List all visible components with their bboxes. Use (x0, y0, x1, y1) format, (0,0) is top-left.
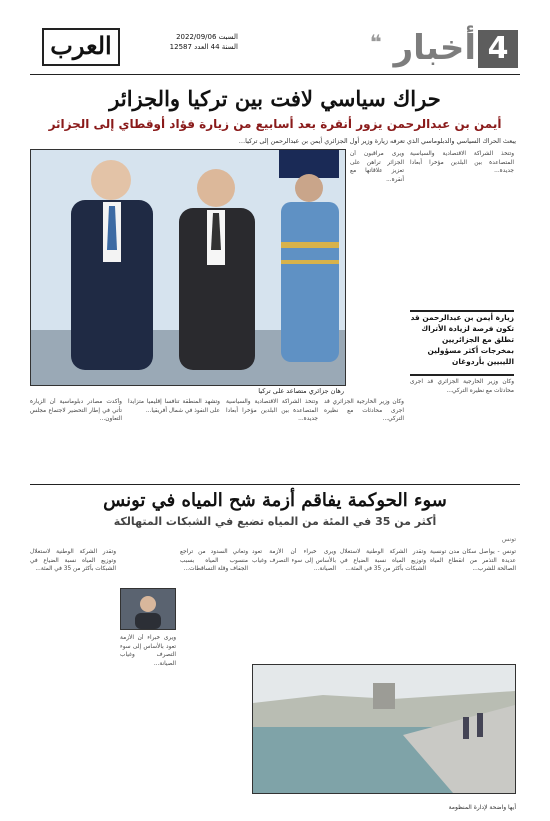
lead-column-3 (226, 398, 318, 480)
column-text: ويرى خبراء أن الأزمة تعود بالأساس إلى سوء التصرف وغياب الصيانة... (252, 549, 336, 573)
second-subheadline: أكثر من 35 في المئة من المياه تضيع في الشبكات المتهالكة (113, 515, 437, 528)
lead-column-1 (30, 398, 122, 480)
pull-quote: زيارة أيمن بن عبدالرحمن قد تكون فرصة لزيادة الأتراك تطلق مع الجزائريين بمخرجات أكثر مسؤولين الليبيين بأردوغان (410, 310, 514, 376)
column-text: ويرى مراقبون أن الجزائر تراهن على تعزيز علاقاتها مع أنقرة... (350, 151, 404, 183)
author-photo (120, 588, 176, 630)
column-text: ويرى خبراء أن الأزمة تعود بالأساس إلى سوء التصرف وغياب الصيانة... (120, 635, 176, 667)
second-column-2 (340, 548, 426, 660)
date-block (128, 32, 238, 52)
second-headline: سوء الحوكمة يفاقم أزمة شح المياه في تونس (103, 490, 447, 511)
dam-photo (252, 664, 516, 794)
column-text: وتقدر الشركة الوطنية لاستغلال وتوزيع المياه نسبة الضياع في الشبكات بأكثر من 35 في المئة... (340, 549, 426, 573)
lead-photo (30, 149, 346, 386)
column-text: وكان وزير الخارجية الجزائري قد اجرى محادثات مع نظيره التركي... (324, 399, 404, 423)
second-column-3 (252, 548, 336, 660)
lead-subheadline: أيمن بن عبدالرحمن يزور أنقرة بعد أسابيع من زيارة فؤاد أوقطاي إلى الجزائر (48, 117, 502, 131)
column-text: تونس - يواصل سكان مدن تونسية عديدة التذمر من انقطاع المياه الصالحة للشرب... (430, 549, 516, 573)
lead-column-4 (324, 398, 404, 480)
column-text: وتتخذ الشراكة الاقتصادية والسياسية المتصاعدة بين البلدين مؤخرا أبعادا جديدة... (226, 399, 318, 423)
second-column-6 (120, 634, 176, 798)
avatar (121, 589, 175, 629)
story-divider (30, 484, 520, 485)
issue-line: السنة 44 العدد 12587 (169, 43, 238, 51)
location-tag: تونس (501, 536, 516, 543)
lead-column-right (410, 150, 514, 306)
footer-caption: أيها واضحة لإدارة المنظومة (448, 804, 516, 811)
quote-icon: ❝ (370, 30, 382, 54)
column-text: وتشهد المنطقة تنافسا إقليميا متزايدا على النفوذ في شمال أفريقيا... (128, 399, 220, 414)
lead-headline: حراك سياسي لافت بين تركيا والجزائر (109, 86, 441, 111)
masthead-divider (30, 74, 520, 75)
lead-column-mid (350, 150, 404, 380)
column-text: وتعاني السدود من تراجع منسوب المياه بسبب الجفاف وقلة التساقطات... (180, 549, 248, 573)
date-line: السبت 2022/09/06 (176, 33, 238, 41)
lead-photo-caption: رهان جزائري متصاعد على تركيا (258, 387, 344, 395)
newspaper-logo: العرب (42, 28, 120, 66)
lead-column-2 (128, 398, 220, 480)
column-text: وكان وزير الخارجية الجزائري قد اجرى محادثات مع نظيره التركي... (410, 379, 514, 394)
column-text: وتتخذ الشراكة الاقتصادية والسياسية المتصاعدة بين البلدين مؤخرا أبعادا جديدة... (410, 151, 514, 175)
second-column-4 (180, 548, 248, 798)
page-number: 4 (478, 30, 518, 68)
lead-paragraph: يبعث الحراك السياسي والدبلوماسي الذي تعرفه زيارة وزير أول الجزائري أيمن بن عبدالرحمن إلى تركيا… (238, 137, 516, 145)
column-text: وأكدت مصادر دبلوماسية أن الزيارة تأتي في إطار التحضير لاجتماع مجلس التعاون... (30, 399, 122, 423)
lead-column-right-lower (410, 378, 514, 478)
lead-photo-illustration (31, 150, 345, 385)
dam-photo-illustration (253, 665, 515, 793)
second-column-5 (30, 548, 116, 798)
column-text: وتقدر الشركة الوطنية لاستغلال وتوزيع المياه نسبة الضياع في الشبكات بأكثر من 35 في المئة... (30, 549, 116, 573)
section-title: أخبار (393, 28, 476, 68)
